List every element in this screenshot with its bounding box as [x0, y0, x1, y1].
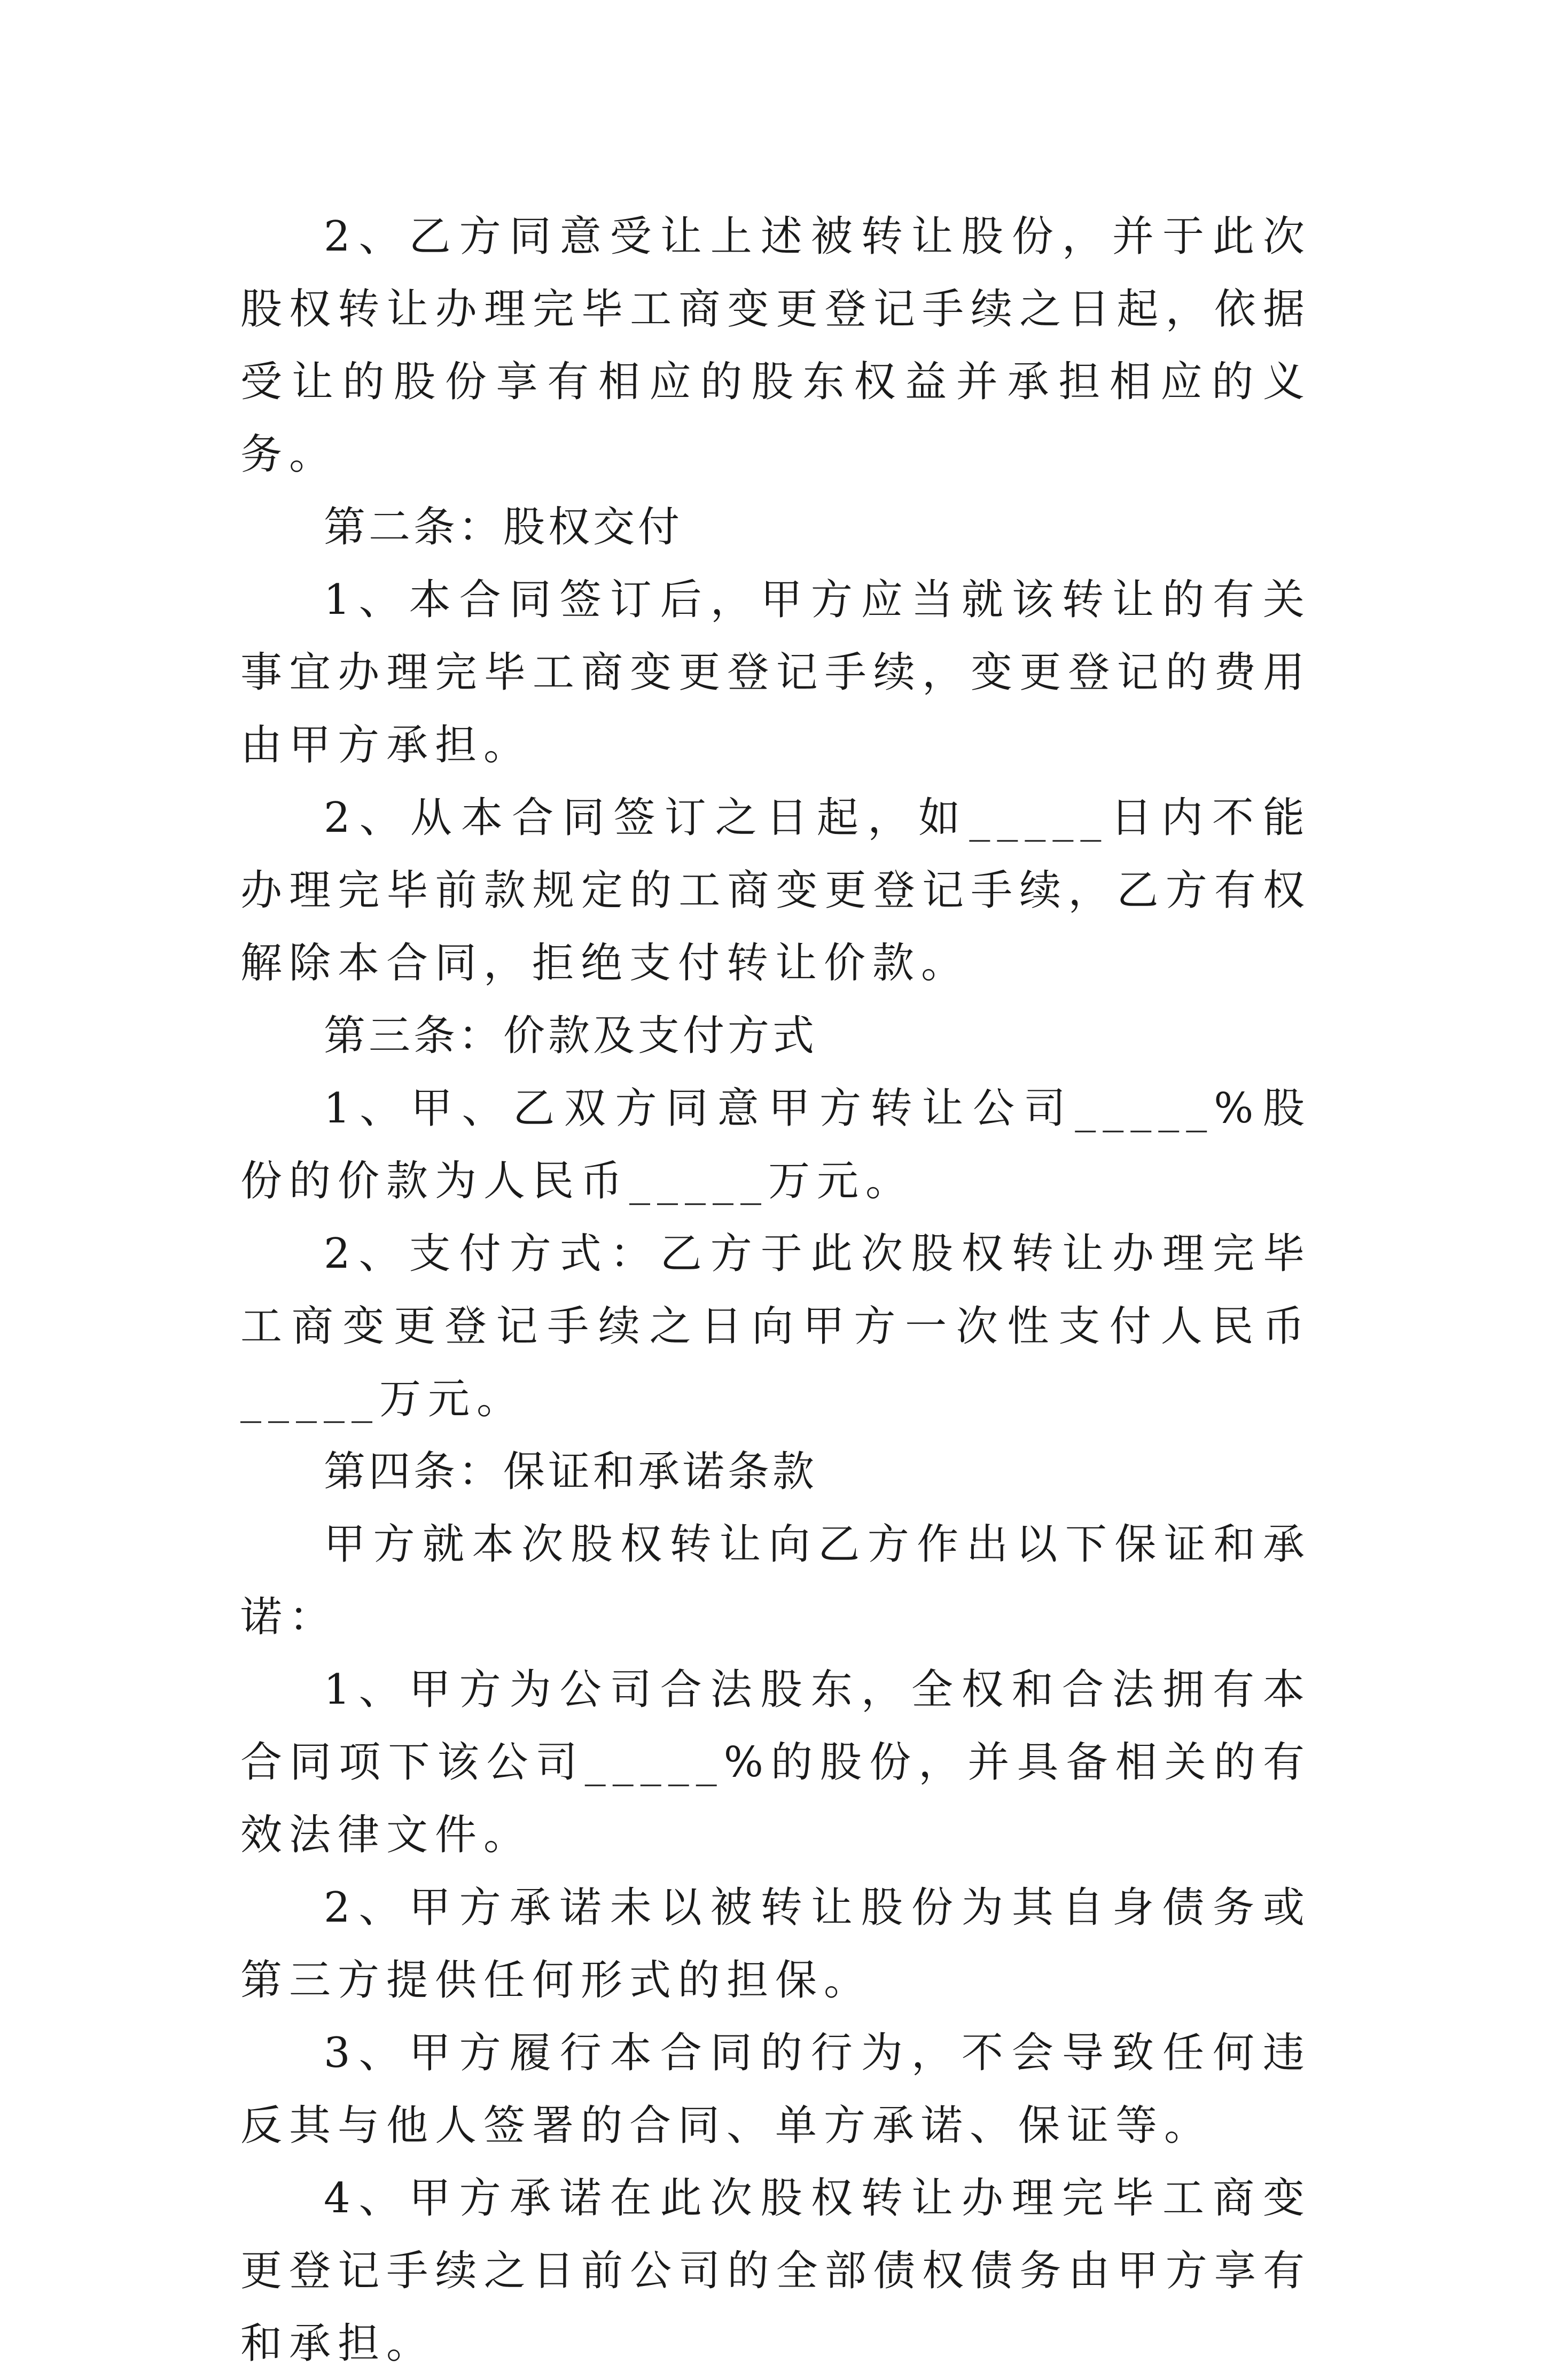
article-heading: 第三条：价款及支付方式: [324, 1012, 818, 1060]
article-heading: 第四条：保证和承诺条款: [324, 1448, 818, 1496]
clause-paragraph: 2、甲方承诺未以被转让股份为其自身债务或第三方提供任何形式的担保。: [240, 1884, 1311, 2004]
clause-paragraph: 1、甲、乙双方同意甲方转让公司_____%股份的价款为人民币_____万元。: [240, 1084, 1311, 1205]
clause-paragraph: 1、甲方为公司合法股东，全权和合法拥有本合同项下该公司_____%的股份，并具备相关的有效法律文件。: [240, 1666, 1311, 1859]
document-body: [240, 200, 1311, 2380]
clause-paragraph: 2、从本合同签订之日起，如_____日内不能办理完毕前款规定的工商变更登记手续，乙方有权解除本合同，拒绝支付转让价款。: [240, 794, 1311, 987]
clause-paragraph: 2、支付方式：乙方于此次股权转让办理完毕工商变更登记手续之日向甲方一次性支付人民币_____万元。: [240, 1230, 1311, 1423]
clause-paragraph: 1、本合同签订后，甲方应当就该转让的有关事宜办理完毕工商变更登记手续，变更登记的费用由甲方承担。: [240, 576, 1311, 769]
clause-paragraph: 4、甲方承诺在此次股权转让办理完毕工商变更登记手续之日前公司的全部债权债务由甲方享有和承担。: [240, 2174, 1311, 2368]
clause-intro-paragraph: 甲方就本次股权转让向乙方作出以下保证和承诺：: [240, 1520, 1311, 1641]
article-heading: 第二条：股权交付: [324, 503, 683, 551]
clause-paragraph: 3、甲方履行本合同的行为，不会导致任何违反其与他人签署的合同、单方承诺、保证等。: [240, 2029, 1311, 2150]
clause-paragraph: 2、乙方同意受让上述被转让股份，并于此次股权转让办理完毕工商变更登记手续之日起，依据受让的股份享有相应的股东权益并承担相应的义务。: [240, 213, 1311, 479]
